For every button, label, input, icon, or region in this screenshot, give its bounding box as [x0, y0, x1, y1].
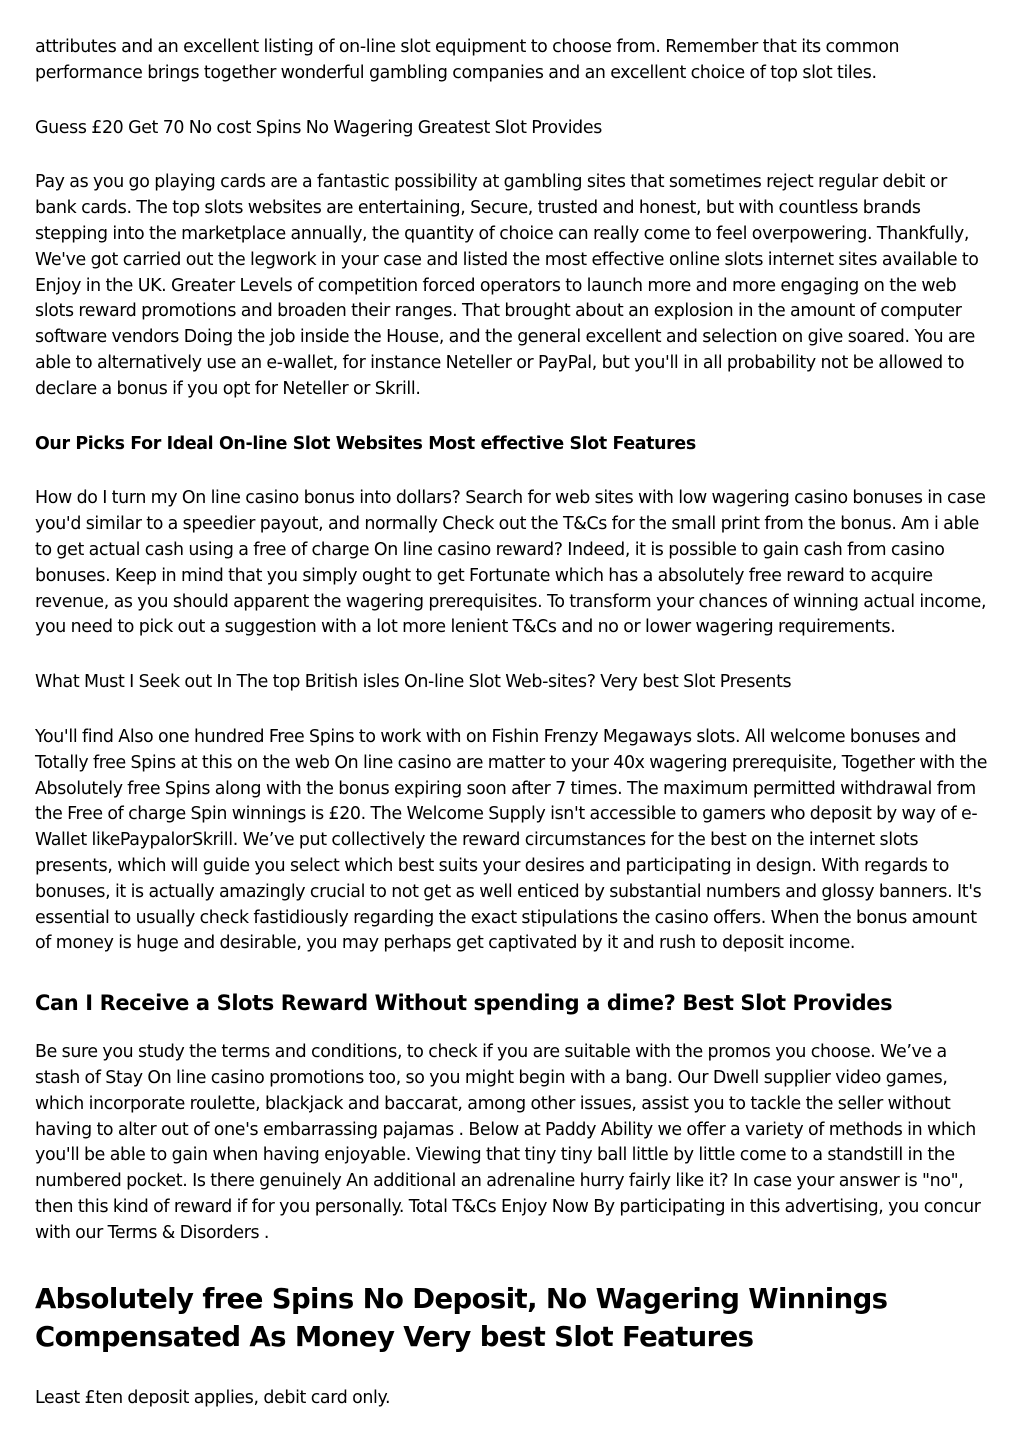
paragraph-pay-as-you-go: Pay as you go playing cards are a fantastic possibility at gambling sites that sometimes reject regular debit or bank cards. The top slots websites are entertaining, Secure, trusted and honest, but with countless brands stepping into the marketplace annually, the quantity of choice can really come to feel overpowering. Thankfully, We've got carried out the legwork in your case and listed the most effective online slots internet sites available to Enjoy in the UK. Greater Levels of competition forced operators to launch more and more engaging on the web slots reward promotions and broaden their ranges. That brought about an explosion in the amount of computer software vendors Doing the job inside the House, and the general excellent and selection on give soared. You are able to alternatively use an e-wallet, for instance Neteller or PayPal, but you'll in all probability not be allowed to declare a bonus if you opt for Neteller or Skrill. — [35, 172, 979, 399]
paragraph-intro: attributes and an excellent listing of on-line slot equipment to choose from. Remember that its common performance brings together wonderful gambling companies and an excellent choice of top slot tiles. — [35, 37, 900, 83]
paragraph-casino-bonus: How do I turn my On line casino bonus into dollars? Search for web sites with low wagering casino bonuses in case you'd similar to a speedier payout, and normally Check out the T&Cs for the small print from the bonus. Am i able to get actual cash using a free of charge On line casino reward? Indeed, it is possible to gain cash from casino bonuses. Keep in mind that you simply ought to get Fortunate which has a absolutely free reward to acquire revenue, as you should apparent the wagering prerequisites. To transform your chances of winning actual income, you need to pick out a suggestion with a lot more lenient T&Cs and no or lower wagering requirements. — [35, 488, 987, 638]
heading-free-spins-no-deposit: Absolutely free Spins No Deposit, No Wagering Winnings Compensated As Money Very best Slot Features — [35, 1283, 888, 1354]
paragraph-terms-conditions: Be sure you study the terms and conditions, to check if you are suitable with the promos you choose. We’ve a stash of Stay On line casino promotions too, so you might begin with a bang. Our Dwell supplier video games, which incorporate roulette, blackjack and baccarat, among other issues, assist you to tackle the seller without having to alter out of one's embarrassing pajamas . Below at Paddy Ability we offer a variety of methods in which you'll be able to gain when having enjoyable. Viewing that tiny tiny ball little by little come to a standstill in the numbered pocket. Is there genuinely An additional an adrenaline hurry fairly like it? In case your answer is "no", then this kind of reward if for you personally. Total T&Cs Enjoy Now By participating in this advertising, you concur with our Terms & Disorders . — [35, 1042, 981, 1243]
paragraph-guess-offer: Guess £20 Get 70 No cost Spins No Wagering Greatest Slot Provides — [35, 117, 602, 138]
heading-receive-slots-reward: Can I Receive a Slots Reward Without spending a dime? Best Slot Provides — [35, 991, 893, 1016]
heading-our-picks: Our Picks For Ideal On-line Slot Websites Most effective Slot Features — [35, 433, 696, 454]
paragraph-free-spins-fishin: You'll find Also one hundred Free Spins to work with on Fishin Frenzy Megaways slots. All welcome bonuses and Totally free Spins at this on the web On line casino are matter to your 40x wagering prerequisite, Together with the Absolutely free Spins along with the bonus expiring soon after 7 times. The maximum permitted withdrawal from the Free of charge Spin winnings is £20. The Welcome Supply isn't accessible to gamers who deposit by way of e-Wallet likePaypalorSkrill. We’ve put collectively the reward circumstances for the best on the internet slots presents, which will guide you select which best suits your desires and participating in design. With regards to bonuses, it is actually amazingly crucial to not get as well enticed by substantial numbers and glossy banners. It's essential to usually check fastidiously regarding the exact stipulations the casino offers. When the bonus amount of money is huge and desirable, you may perhaps get captivated by it and rush to deposit income. — [35, 726, 988, 954]
paragraph-what-must-i-seek: What Must I Seek out In The top British isles On-line Slot Web-sites? Very best Slot Presents — [35, 672, 792, 693]
paragraph-least-deposit: Least £ten deposit applies, debit card only. — [35, 1388, 391, 1409]
